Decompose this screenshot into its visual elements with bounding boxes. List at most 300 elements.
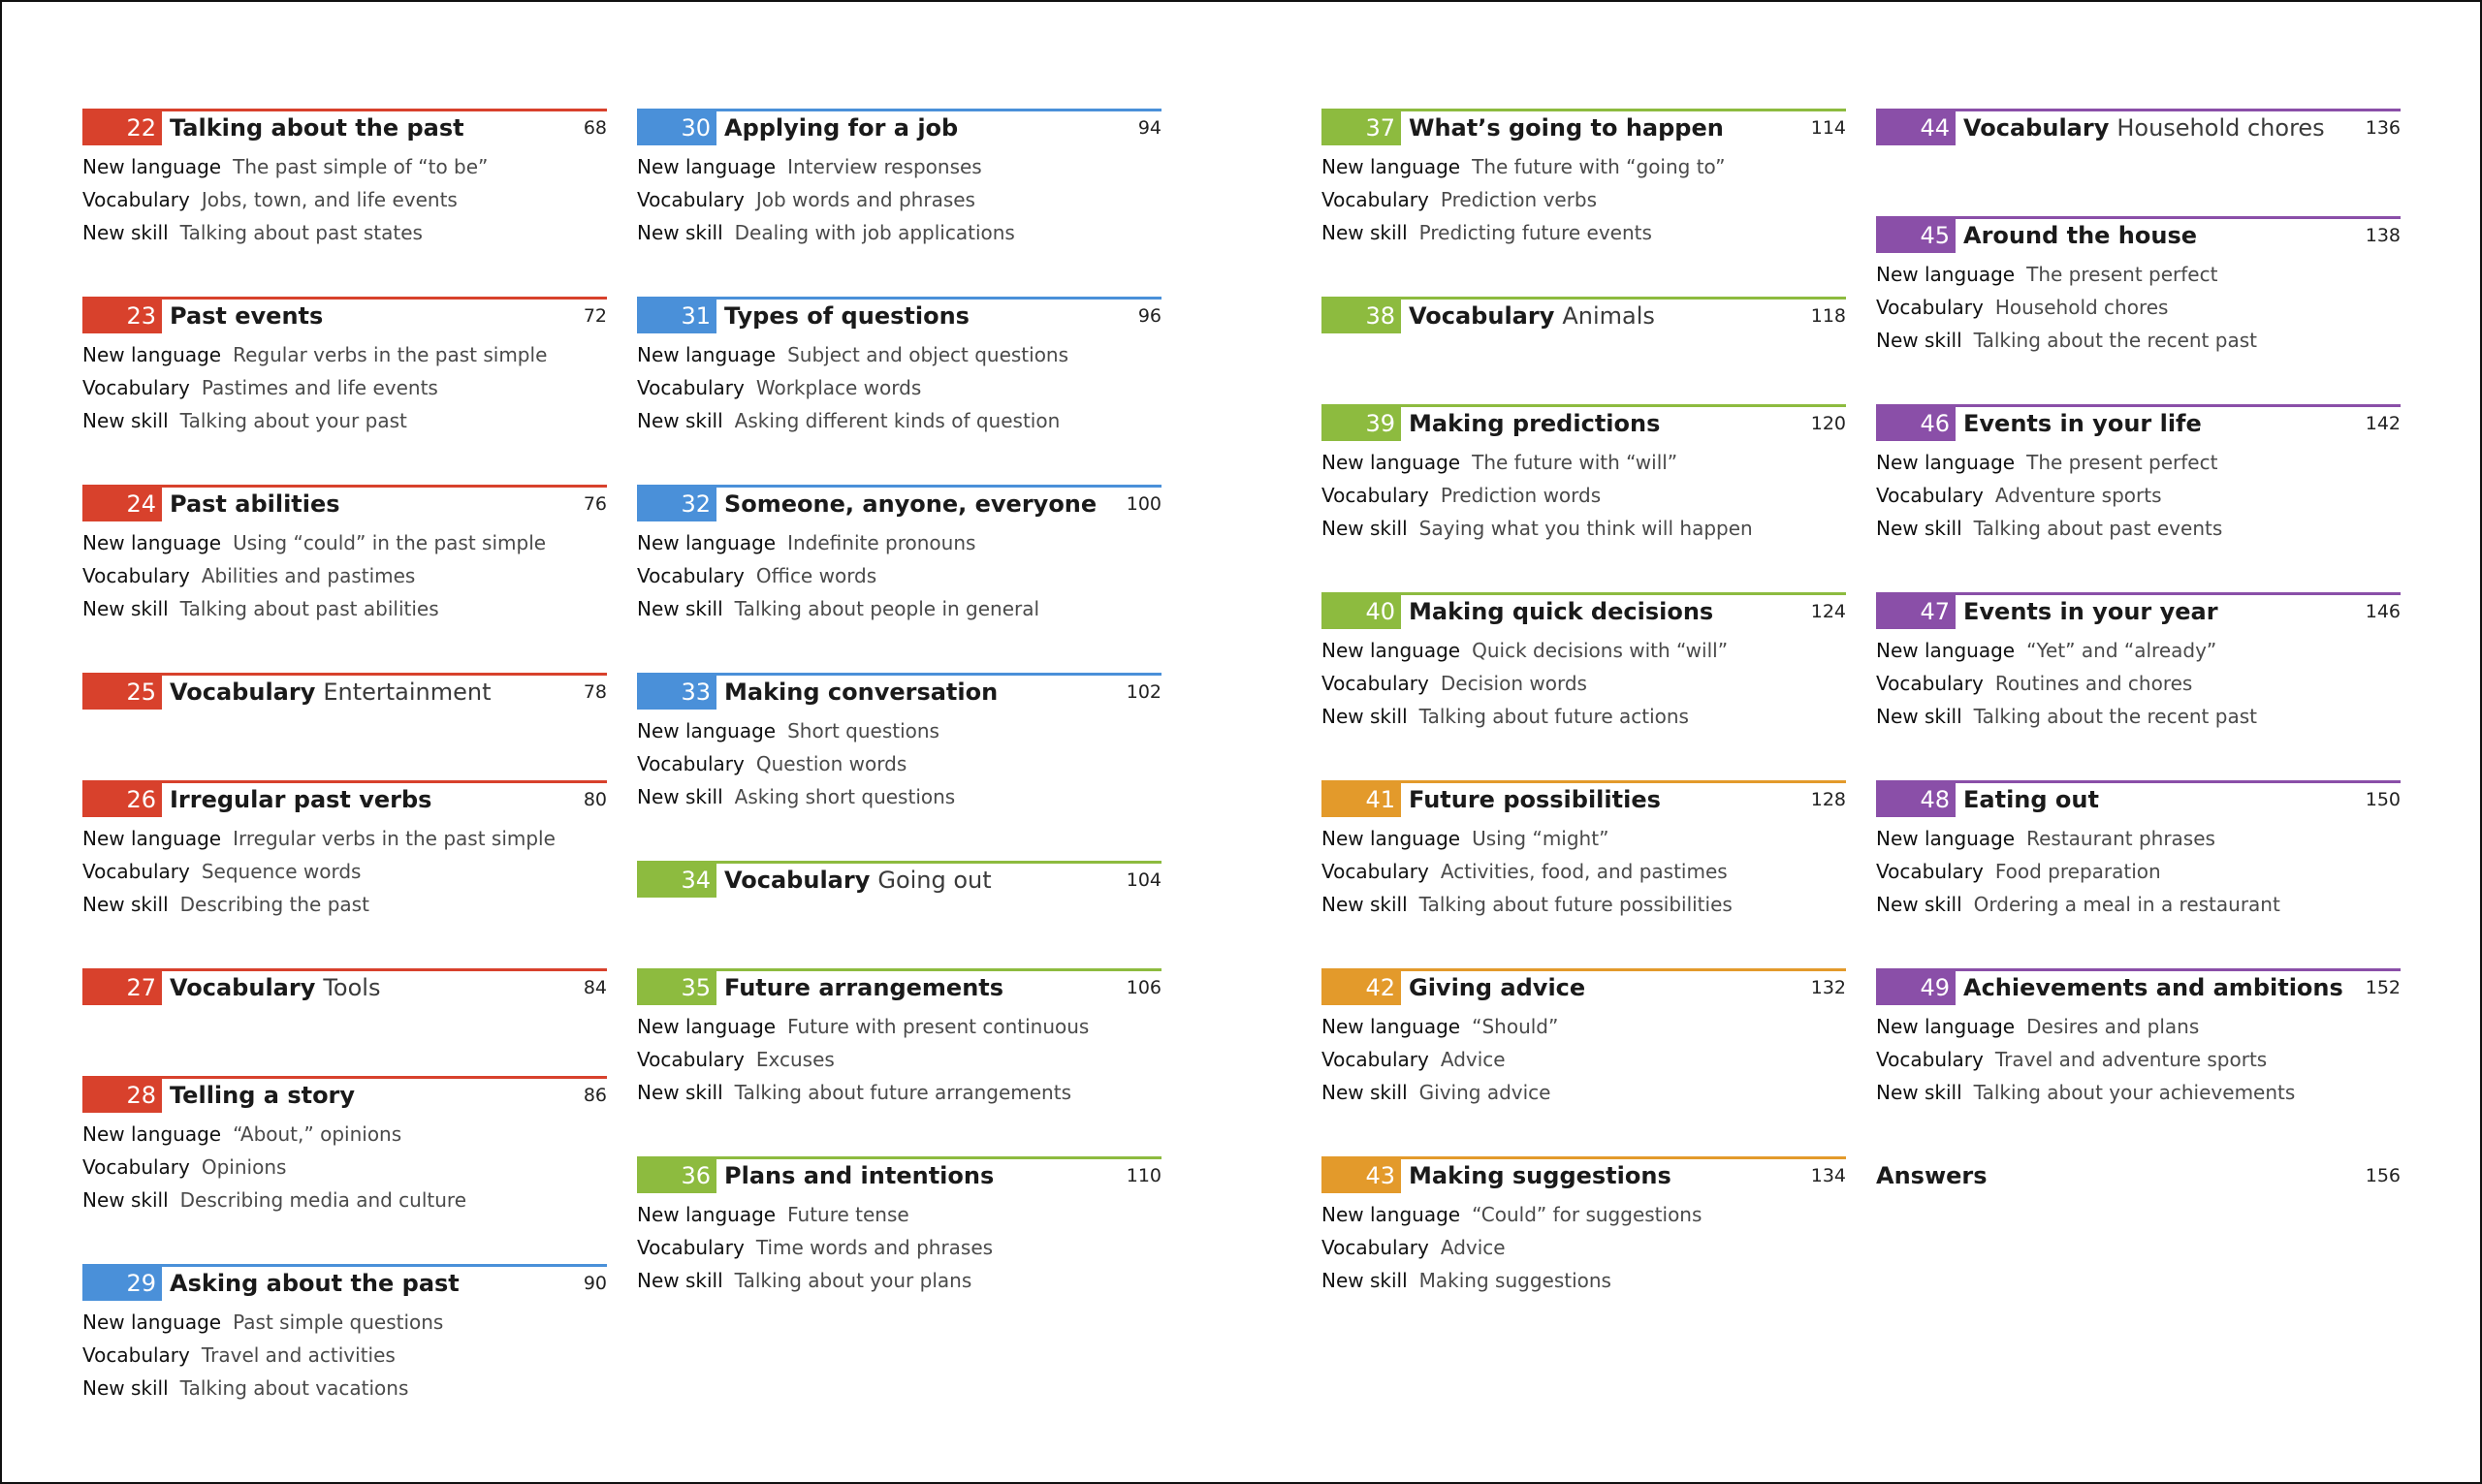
row-label: New language: [1321, 1015, 1461, 1038]
unit-number-badge: 26: [82, 783, 162, 817]
new-language-row: [82, 338, 607, 371]
row-value: Interview responses: [787, 155, 982, 178]
new-skill-row: [82, 1372, 607, 1405]
toc-entry[interactable]: [1876, 404, 2401, 545]
row-value: Past simple questions: [233, 1310, 444, 1334]
unit-number-badge: 30: [637, 111, 716, 145]
unit-page-number: 118: [1810, 305, 1846, 327]
new-language-row: [82, 1118, 607, 1151]
unit-number-badge: 39: [1321, 407, 1401, 441]
row-label: New language: [637, 155, 777, 178]
new-skill-row: [1321, 700, 1846, 733]
entry-details: [637, 526, 1161, 625]
vocabulary-row: [1321, 183, 1846, 216]
toc-entry[interactable]: [637, 109, 1161, 249]
row-value: Talking about past abilities: [179, 597, 439, 620]
unit-page-number: 78: [583, 681, 607, 703]
entry-header: [1876, 968, 2401, 1010]
row-label: New skill: [82, 409, 169, 432]
unit-title-text: Vocabulary: [170, 679, 316, 706]
unit-title-text: Making suggestions: [1409, 1162, 1671, 1189]
unit-page-number: 138: [2365, 225, 2401, 246]
entry-details: [1321, 446, 1846, 545]
vocabulary-row: [637, 371, 1161, 404]
vocabulary-row: [1876, 667, 2401, 700]
row-value: The present perfect: [2026, 451, 2218, 474]
entry-header: [637, 1156, 1161, 1198]
unit-page-number: 120: [1810, 413, 1846, 434]
row-label: New skill: [637, 221, 723, 244]
toc-entry[interactable]: [637, 968, 1161, 1109]
unit-title-text: Vocabulary: [1409, 302, 1555, 330]
toc-entry[interactable]: [1876, 216, 2401, 357]
unit-number-badge: 47: [1876, 595, 1956, 629]
row-label: New skill: [1321, 705, 1408, 728]
entry-header: [1321, 592, 1846, 634]
entry-details: [82, 1306, 607, 1405]
new-language-row: [82, 822, 607, 855]
entry-header: [82, 968, 607, 1010]
row-label: New skill: [1876, 893, 1962, 916]
toc-entry[interactable]: [1876, 780, 2401, 921]
row-value: Office words: [755, 564, 877, 587]
row-label: New skill: [1321, 893, 1408, 916]
row-value: The past simple of “to be”: [233, 155, 489, 178]
row-label: New skill: [1876, 329, 1962, 352]
toc-entry[interactable]: [1321, 592, 1846, 733]
row-value: Using “might”: [1472, 827, 1609, 850]
row-value: “Should”: [1472, 1015, 1559, 1038]
unit-number-badge: 27: [82, 971, 162, 1005]
entry-details: [1876, 446, 2401, 545]
row-value: Predicting future events: [1418, 221, 1652, 244]
entry-header: [637, 485, 1161, 526]
toc-entry[interactable]: [82, 1076, 607, 1216]
row-label: New skill: [1876, 1081, 1962, 1104]
entry-details: [637, 1198, 1161, 1297]
unit-title: [1409, 595, 1713, 629]
unit-title-text: Someone, anyone, everyone: [724, 490, 1098, 518]
unit-title-text: Making conversation: [724, 679, 999, 706]
unit-number-badge: 45: [1876, 219, 1956, 253]
toc-entry[interactable]: [82, 780, 607, 921]
unit-title-text: Past events: [170, 302, 324, 330]
unit-page-number: 150: [2365, 789, 2401, 810]
new-language-row: [1876, 822, 2401, 855]
new-language-row: [82, 150, 607, 183]
entry-details: [637, 1010, 1161, 1109]
entry-details: [1876, 1010, 2401, 1109]
row-value: Question words: [755, 752, 907, 775]
new-language-row: [637, 526, 1161, 559]
row-value: Household chores: [1994, 296, 2169, 319]
unit-title: [170, 488, 340, 521]
row-value: Abilities and pastimes: [201, 564, 416, 587]
toc-entry[interactable]: [1321, 780, 1846, 921]
unit-page-number: 90: [583, 1273, 607, 1294]
row-label: New skill: [1321, 1081, 1408, 1104]
row-value: “Yet” and “already”: [2026, 639, 2217, 662]
unit-title: [1963, 111, 2325, 145]
unit-title: [1963, 595, 2218, 629]
unit-title: [170, 783, 431, 817]
unit-title: [1409, 300, 1655, 333]
entry-details: [82, 822, 607, 921]
entry-header: [82, 673, 607, 714]
toc-entry[interactable]: [1876, 968, 2401, 1109]
row-value: Adventure sports: [1994, 484, 2162, 507]
toc-entry[interactable]: [82, 485, 607, 625]
entry-header: [637, 968, 1161, 1010]
row-value: Restaurant phrases: [2026, 827, 2215, 850]
row-label: New language: [82, 155, 222, 178]
entry-header: [1321, 404, 1846, 446]
row-label: Vocabulary: [637, 564, 745, 587]
vocabulary-row: [82, 1339, 607, 1372]
row-value: Sequence words: [201, 860, 362, 883]
row-label: New skill: [637, 409, 723, 432]
unit-title-text: Events in your life: [1963, 410, 2202, 437]
toc-entry[interactable]: [1876, 109, 2401, 150]
new-language-row: [1321, 1198, 1846, 1231]
unit-title: [724, 676, 998, 710]
new-language-row: [1321, 150, 1846, 183]
row-label: New language: [82, 531, 222, 554]
row-label: New skill: [637, 785, 723, 808]
unit-title-text: Eating out: [1963, 786, 2099, 813]
vocabulary-row: [637, 1043, 1161, 1076]
row-label: Vocabulary: [1876, 860, 1984, 883]
entry-details: [82, 338, 607, 437]
unit-title-text: Around the house: [1963, 222, 2198, 249]
new-skill-row: [1321, 216, 1846, 249]
toc-entry[interactable]: [637, 1156, 1161, 1297]
entry-details: [82, 1118, 607, 1216]
unit-number-badge: 46: [1876, 407, 1956, 441]
row-value: Advice: [1440, 1236, 1506, 1259]
unit-title-text: Telling a story: [170, 1082, 356, 1109]
new-language-row: [637, 1010, 1161, 1043]
entry-header: [1876, 592, 2401, 634]
vocabulary-row: [637, 747, 1161, 780]
toc-entry[interactable]: [637, 297, 1161, 437]
row-value: Advice: [1440, 1048, 1506, 1071]
unit-title: [724, 971, 1003, 1005]
row-value: Asking different kinds of question: [734, 409, 1061, 432]
toc-entry[interactable]: [1321, 109, 1846, 249]
unit-title-text: Irregular past verbs: [170, 786, 432, 813]
row-value: Quick decisions with “will”: [1472, 639, 1729, 662]
row-value: Talking about the recent past: [1973, 705, 2257, 728]
unit-number-badge: 23: [82, 300, 162, 333]
unit-subtitle: Going out: [877, 867, 992, 894]
row-value: Travel and activities: [201, 1343, 396, 1367]
toc-entry[interactable]: [1321, 404, 1846, 545]
unit-title: [724, 300, 970, 333]
new-language-row: [1321, 822, 1846, 855]
row-value: Pastimes and life events: [201, 376, 438, 399]
toc-entry[interactable]: [82, 968, 607, 1010]
row-label: Vocabulary: [1321, 860, 1429, 883]
toc-entry[interactable]: [637, 673, 1161, 813]
row-value: The future with “going to”: [1472, 155, 1726, 178]
row-label: Vocabulary: [1321, 188, 1429, 211]
row-label: Vocabulary: [82, 188, 190, 211]
answers-title: Answers: [1876, 1162, 1988, 1189]
row-value: Talking about future arrangements: [734, 1081, 1071, 1104]
unit-title-text: Future possibilities: [1409, 786, 1661, 813]
toc-entry[interactable]: [1321, 297, 1846, 338]
unit-number-badge: 41: [1321, 783, 1401, 817]
unit-title: [1963, 219, 2197, 253]
unit-page-number: 134: [1810, 1165, 1846, 1186]
unit-title-text: Achievements and ambitions: [1963, 974, 2343, 1001]
row-label: Vocabulary: [1321, 672, 1429, 695]
unit-page-number: 132: [1810, 977, 1846, 998]
row-value: The future with “will”: [1472, 451, 1678, 474]
unit-page-number: 86: [583, 1085, 607, 1106]
new-language-row: [1876, 446, 2401, 479]
entry-details: [1321, 150, 1846, 249]
row-label: New skill: [82, 597, 169, 620]
unit-page-number: 114: [1810, 117, 1846, 139]
unit-title: [170, 676, 492, 710]
unit-number-badge: 35: [637, 971, 716, 1005]
row-label: New skill: [1876, 517, 1962, 540]
row-label: Vocabulary: [1321, 484, 1429, 507]
new-skill-row: [637, 780, 1161, 813]
new-language-row: [1876, 258, 2401, 291]
unit-page-number: 68: [583, 117, 607, 139]
unit-number-badge: 42: [1321, 971, 1401, 1005]
row-value: Jobs, town, and life events: [201, 188, 458, 211]
unit-title: [1409, 1159, 1671, 1193]
entry-details: [1321, 822, 1846, 921]
entry-header: [82, 1076, 607, 1118]
row-label: Vocabulary: [1321, 1236, 1429, 1259]
row-label: Vocabulary: [637, 752, 745, 775]
toc-entry[interactable]: [82, 297, 607, 437]
row-value: Talking about future possibilities: [1418, 893, 1733, 916]
unit-title-text: Applying for a job: [724, 114, 959, 142]
row-value: The present perfect: [2026, 263, 2218, 286]
unit-subtitle: Tools: [323, 974, 381, 1001]
row-value: Describing the past: [179, 893, 369, 916]
unit-title-text: Plans and intentions: [724, 1162, 995, 1189]
unit-number-badge: 44: [1876, 111, 1956, 145]
row-value: Job words and phrases: [755, 188, 975, 211]
row-label: New skill: [1321, 1269, 1408, 1292]
row-label: Vocabulary: [82, 1343, 190, 1367]
row-label: New language: [82, 827, 222, 850]
unit-number-badge: 25: [82, 676, 162, 710]
unit-title-text: Vocabulary: [724, 867, 871, 894]
row-label: New language: [1876, 451, 2016, 474]
toc-entry[interactable]: [1321, 968, 1846, 1109]
unit-title-text: Talking about the past: [170, 114, 464, 142]
vocabulary-row: [82, 559, 607, 592]
row-label: Vocabulary: [637, 1236, 745, 1259]
row-label: New language: [1876, 263, 2016, 286]
row-label: Vocabulary: [1876, 484, 1984, 507]
row-value: Decision words: [1440, 672, 1587, 695]
vocabulary-row: [1876, 1043, 2401, 1076]
unit-page-number: 146: [2365, 601, 2401, 622]
unit-page-number: 142: [2365, 413, 2401, 434]
row-value: Talking about past events: [1973, 517, 2223, 540]
vocabulary-row: [1321, 1043, 1846, 1076]
row-value: Opinions: [201, 1155, 287, 1179]
row-value: “About,” opinions: [233, 1122, 402, 1146]
unit-title: [724, 1159, 994, 1193]
unit-number-badge: 34: [637, 864, 716, 898]
vocabulary-row: [82, 855, 607, 888]
unit-page-number: 104: [1126, 869, 1161, 891]
unit-page-number: 124: [1810, 601, 1846, 622]
unit-page-number: 100: [1126, 493, 1161, 515]
row-value: Talking about your plans: [734, 1269, 972, 1292]
row-label: New language: [82, 343, 222, 366]
row-label: Vocabulary: [637, 188, 745, 211]
unit-title-text: Types of questions: [724, 302, 970, 330]
row-label: New language: [1321, 155, 1461, 178]
new-skill-row: [637, 404, 1161, 437]
row-value: Regular verbs in the past simple: [233, 343, 548, 366]
new-language-row: [637, 338, 1161, 371]
row-label: New skill: [1321, 517, 1408, 540]
row-value: Dealing with job applications: [734, 221, 1015, 244]
entry-details: [637, 150, 1161, 249]
new-language-row: [637, 1198, 1161, 1231]
row-label: New language: [637, 343, 777, 366]
new-language-row: [1321, 634, 1846, 667]
unit-title: [1963, 407, 2202, 441]
row-label: New skill: [637, 1081, 723, 1104]
entry-header: [1321, 109, 1846, 150]
toc-entry[interactable]: [1876, 592, 2401, 733]
unit-page-number: 128: [1810, 789, 1846, 810]
unit-page-number: 84: [583, 977, 607, 998]
unit-number-badge: 49: [1876, 971, 1956, 1005]
unit-title-text: Giving advice: [1409, 974, 1586, 1001]
new-language-row: [637, 150, 1161, 183]
entry-header: [637, 109, 1161, 150]
unit-title: [724, 864, 992, 898]
answers-entry[interactable]: [1876, 1156, 2401, 1195]
toc-entry[interactable]: [82, 673, 607, 714]
entry-details: [1876, 258, 2401, 357]
entry-details: [82, 150, 607, 249]
row-value: Using “could” in the past simple: [233, 531, 547, 554]
vocabulary-row: [82, 1151, 607, 1184]
row-value: Describing media and culture: [179, 1188, 467, 1212]
entry-header: [1321, 297, 1846, 338]
toc-entry[interactable]: [637, 485, 1161, 625]
unit-title-text: Vocabulary: [1963, 114, 2110, 142]
toc-entry[interactable]: [637, 861, 1161, 902]
toc-entry[interactable]: [1321, 1156, 1846, 1297]
vocabulary-row: [1876, 479, 2401, 512]
entry-header: [1321, 968, 1846, 1010]
new-skill-row: [637, 1264, 1161, 1297]
unit-number-badge: 38: [1321, 300, 1401, 333]
row-value: Workplace words: [755, 376, 922, 399]
row-value: Talking about the recent past: [1973, 329, 2257, 352]
row-label: New skill: [1876, 705, 1962, 728]
entry-header: [82, 1264, 607, 1306]
entry-header: [82, 109, 607, 150]
row-label: New language: [637, 719, 777, 742]
answers-page-number: 156: [2365, 1165, 2401, 1186]
row-label: Vocabulary: [1321, 1048, 1429, 1071]
vocabulary-row: [1321, 667, 1846, 700]
unit-title: [724, 111, 958, 145]
new-skill-row: [82, 888, 607, 921]
unit-title: [1409, 783, 1661, 817]
row-label: New language: [1321, 451, 1461, 474]
new-skill-row: [1876, 1076, 2401, 1109]
new-skill-row: [82, 216, 607, 249]
new-skill-row: [637, 592, 1161, 625]
unit-number-badge: 22: [82, 111, 162, 145]
unit-subtitle: Entertainment: [323, 679, 492, 706]
row-value: Talking about your past: [179, 409, 407, 432]
row-label: New language: [637, 1203, 777, 1226]
row-label: New language: [82, 1122, 222, 1146]
unit-title-text: Events in your year: [1963, 598, 2218, 625]
vocabulary-row: [1321, 1231, 1846, 1264]
unit-number-badge: 33: [637, 676, 716, 710]
unit-title: [170, 1079, 355, 1113]
row-value: Talking about your achievements: [1973, 1081, 2296, 1104]
row-value: Prediction verbs: [1440, 188, 1598, 211]
unit-page-number: 102: [1126, 681, 1161, 703]
unit-number-badge: 29: [82, 1267, 162, 1301]
new-skill-row: [1876, 888, 2401, 921]
row-value: Food preparation: [1994, 860, 2161, 883]
row-label: New language: [1321, 1203, 1461, 1226]
new-language-row: [1321, 446, 1846, 479]
entry-header: [1876, 404, 2401, 446]
unit-title-text: Making predictions: [1409, 410, 1661, 437]
row-label: New skill: [82, 893, 169, 916]
new-skill-row: [637, 1076, 1161, 1109]
unit-title: [1409, 971, 1585, 1005]
unit-number-badge: 24: [82, 488, 162, 521]
unit-title: [1409, 407, 1660, 441]
unit-title: [170, 300, 323, 333]
new-language-row: [1876, 634, 2401, 667]
toc-entry[interactable]: [82, 1264, 607, 1405]
unit-page-number: 94: [1137, 117, 1161, 139]
entry-header: [1876, 216, 2401, 258]
row-label: Vocabulary: [1876, 296, 1984, 319]
toc-entry[interactable]: [82, 109, 607, 249]
vocabulary-row: [82, 183, 607, 216]
row-value: Talking about future actions: [1418, 705, 1689, 728]
unit-number-badge: 36: [637, 1159, 716, 1193]
row-label: New language: [1321, 639, 1461, 662]
row-label: Vocabulary: [1876, 672, 1984, 695]
new-language-row: [637, 714, 1161, 747]
unit-subtitle: Animals: [1562, 302, 1655, 330]
unit-number-badge: 32: [637, 488, 716, 521]
unit-title: [170, 971, 380, 1005]
unit-title: [1409, 111, 1724, 145]
row-value: Short questions: [787, 719, 939, 742]
entry-header: [1876, 780, 2401, 822]
row-value: Making suggestions: [1418, 1269, 1611, 1292]
